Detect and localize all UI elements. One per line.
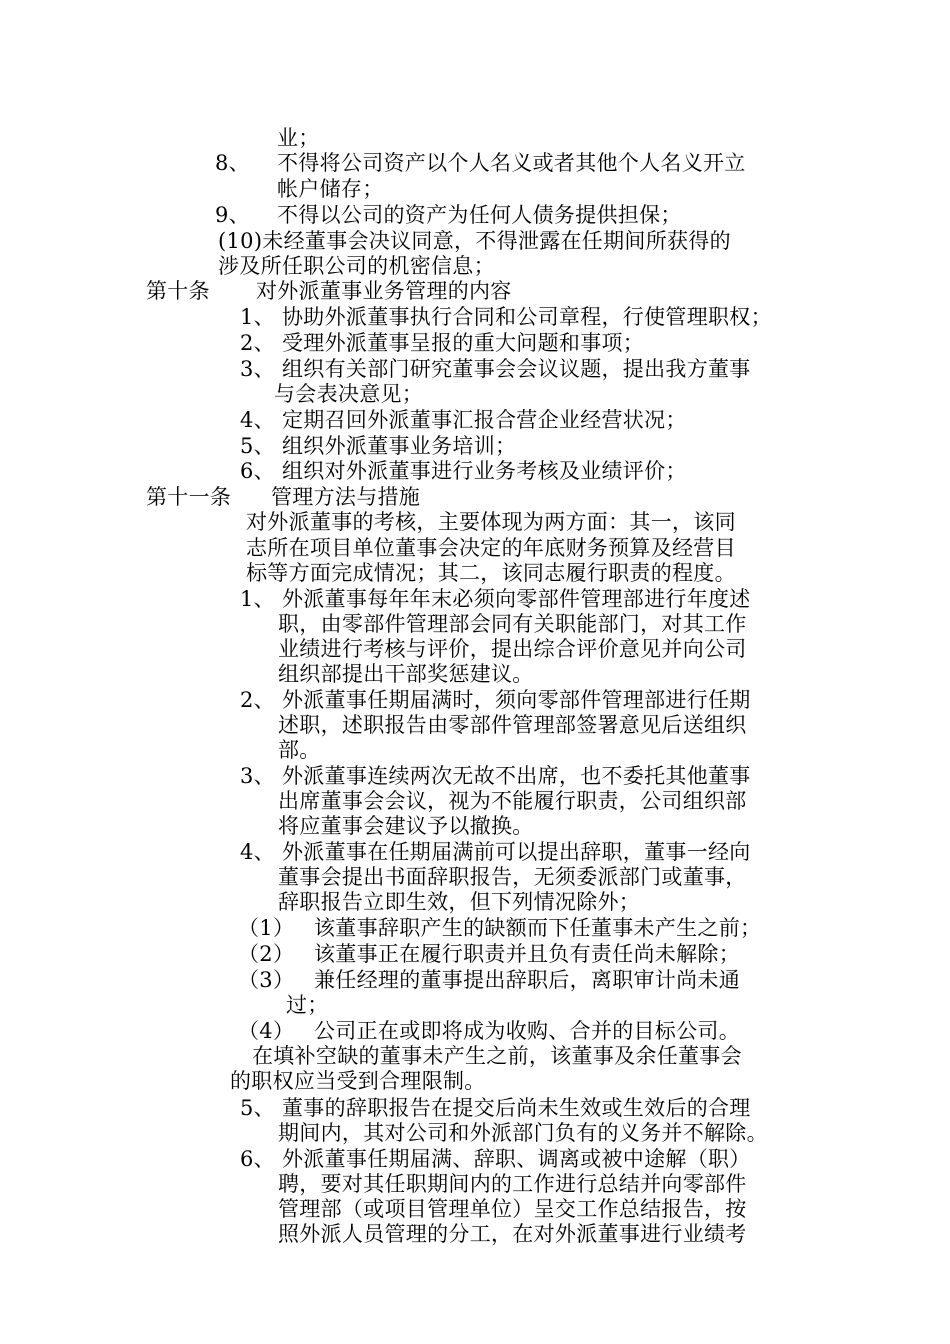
text-line: 辞职报告立即生效，但下列情况除外； bbox=[278, 890, 641, 914]
item-number: （3） bbox=[238, 968, 295, 992]
item-number: 3、 bbox=[240, 764, 275, 788]
text-line: 职，由零部件管理部会同有关职能部门，对其工作 bbox=[278, 612, 747, 636]
item-number: 4、 bbox=[240, 408, 275, 432]
text-line: 聘，要对其任职期间内的工作进行总结并向零部件 bbox=[278, 1172, 747, 1196]
text-line: 业； bbox=[277, 126, 320, 150]
item-text: 外派董事任期届满时，须向零部件管理部进行任期 bbox=[282, 688, 751, 712]
item-text: 组织对外派董事进行业务考核及业绩评价； bbox=[282, 459, 687, 483]
item-text: 该董事正在履行职责并且负有责任尚未解除； bbox=[314, 942, 740, 966]
item-number: 6、 bbox=[240, 459, 275, 483]
text-line: 志所在项目单位董事会决定的年底财务预算及经营目 bbox=[246, 536, 736, 560]
text-line: 业绩进行考核与评价，提出综合评价意见并向公司 bbox=[278, 637, 747, 661]
text-line: 照外派人员管理的分工，在对外派董事进行业绩考 bbox=[278, 1222, 747, 1246]
text-line: 出席董事会会议，视为不能履行职责，公司组织部 bbox=[278, 789, 747, 813]
item-text: 公司正在或即将成为收购、合并的目标公司。 bbox=[314, 1019, 740, 1043]
text-line: 在填补空缺的董事未产生之前，该董事及余任董事会 bbox=[252, 1044, 742, 1068]
item-text: 外派董事连续两次无故不出席，也不委托其他董事 bbox=[282, 764, 751, 788]
article-number: 第十一条 bbox=[146, 485, 232, 509]
article-title: 对外派董事业务管理的内容 bbox=[256, 279, 512, 303]
text-line: 将应董事会建议予以撤换。 bbox=[278, 814, 534, 838]
item-number: 1、 bbox=[240, 305, 275, 329]
text-line: 述职，述职报告由零部件管理部签署意见后送组织 bbox=[278, 713, 747, 737]
item-number: 9、 bbox=[215, 203, 250, 227]
item-number: （4） bbox=[238, 1019, 295, 1043]
text-line: 标等方面完成情况；其二，该同志履行职责的程度。 bbox=[246, 561, 736, 585]
item-number: 1、 bbox=[240, 587, 275, 611]
item-number: 2、 bbox=[240, 331, 275, 355]
item-number: （1） bbox=[238, 916, 295, 940]
item-text: 不得以公司的资产为任何人债务提供担保； bbox=[277, 203, 682, 227]
article-title: 管理方法与措施 bbox=[271, 485, 421, 509]
text-line: 过； bbox=[286, 993, 329, 1017]
text-line: 帐户储存； bbox=[277, 177, 384, 201]
text-line: 董事会提出书面辞职报告，无须委派部门或董事， bbox=[278, 865, 747, 889]
item-text: 外派董事每年年末必须向零部件管理部进行年度述 bbox=[282, 587, 751, 611]
text-line: 的职权应当受到合理限制。 bbox=[230, 1069, 486, 1093]
text-line: 部。 bbox=[278, 738, 321, 762]
item-text: 组织外派董事业务培训； bbox=[282, 434, 517, 458]
item-number: 5、 bbox=[240, 1096, 275, 1120]
item-text: 兼任经理的董事提出辞职后，离职审计尚未通 bbox=[314, 968, 740, 992]
item-number: 5、 bbox=[240, 434, 275, 458]
text-line: 管理部（或项目管理单位）呈交工作总结报告，按 bbox=[278, 1197, 747, 1221]
item-number: （2） bbox=[238, 942, 295, 966]
text-line: 与会表决意见； bbox=[274, 382, 424, 406]
item-number: 6、 bbox=[240, 1147, 275, 1171]
item-text: 定期召回外派董事汇报合营企业经营状况； bbox=[282, 408, 687, 432]
text-line: 组织部提出干部奖惩建议。 bbox=[278, 662, 534, 686]
item-text: 受理外派董事呈报的重大问题和事项； bbox=[282, 331, 645, 355]
item-number: 8、 bbox=[215, 151, 250, 175]
text-line: 涉及所任职公司的机密信息； bbox=[218, 254, 495, 278]
item-text: 协助外派董事执行合同和公司章程，行使管理职权； bbox=[282, 305, 772, 329]
article-number: 第十条 bbox=[146, 279, 210, 303]
item-text: 不得将公司资产以个人名义或者其他个人名义开立 bbox=[277, 151, 746, 175]
item-text: 董事的辞职报告在提交后尚未生效或生效后的合理 bbox=[282, 1096, 751, 1120]
text-line: 期间内，其对公司和外派部门负有的义务并不解除。 bbox=[278, 1121, 768, 1145]
item-text: 组织有关部门研究董事会会议议题，提出我方董事 bbox=[282, 357, 751, 381]
item-text: 外派董事任期届满、辞职、调离或被中途解（职） bbox=[282, 1147, 751, 1171]
item-text: 外派董事在任期届满前可以提出辞职，董事一经向 bbox=[282, 840, 751, 864]
item-text: 该董事辞职产生的缺额而下任董事未产生之前； bbox=[314, 916, 762, 940]
text-line: (10)未经董事会决议同意，不得泄露在任期间所获得的 bbox=[218, 229, 731, 253]
item-number: 4、 bbox=[240, 840, 275, 864]
item-number: 2、 bbox=[240, 688, 275, 712]
text-line: 对外派董事的考核，主要体现为两方面：其一，该同 bbox=[246, 510, 736, 534]
item-number: 3、 bbox=[240, 357, 275, 381]
